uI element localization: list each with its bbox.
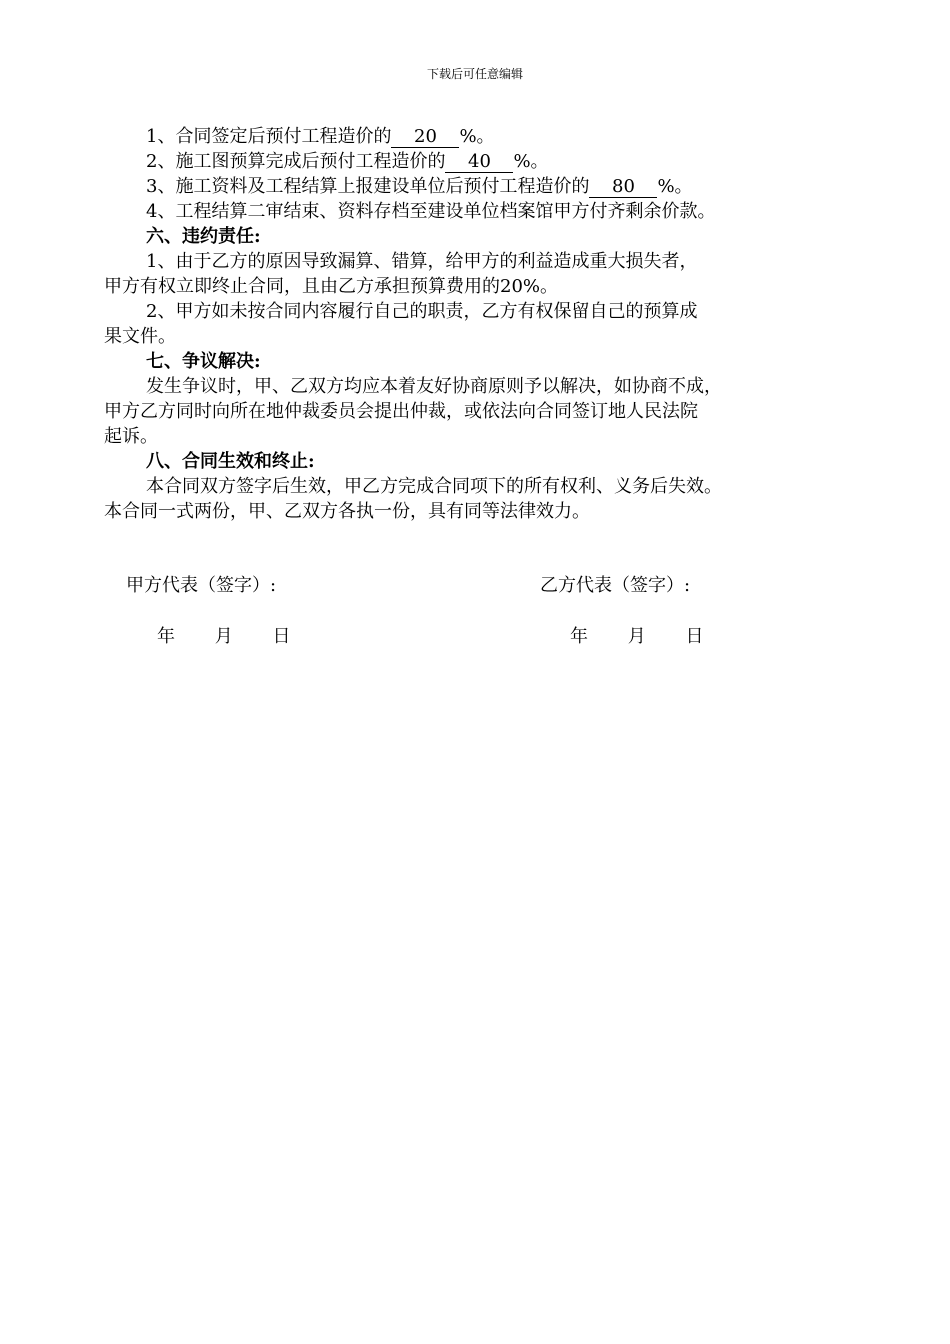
payment-item-1: 1、合同签定后预付工程造价的 20 %。 [146, 126, 495, 147]
payment-item-3: 3、施工资料及工程结算上报建设单位后预付工程造价的 80 %。 [146, 176, 693, 197]
month-label: 月 [627, 626, 646, 647]
section-8-line2: 本合同一式两份，甲、乙双方各执一份，具有同等法律效力。 [104, 501, 590, 522]
contract-body [104, 124, 864, 524]
section-6-p1-line2: 甲方有权立即终止合同，且由乙方承担预算费用的20%。 [104, 276, 559, 297]
section-7-line1: 发生争议时，甲、乙双方均应本着友好协商原则予以解决，如协商不成， [146, 376, 722, 397]
section-6-heading: 六、违约责任: [146, 226, 261, 247]
section-6-p2-line1: 2、甲方如未按合同内容履行自己的职责，乙方有权保留自己的预算成 [146, 301, 698, 322]
year-label: 年 [157, 626, 175, 647]
section-8-line1: 本合同双方签字后生效，甲乙方完成合同项下的所有权利、义务后失效。 [146, 476, 722, 497]
section-6-p1-line1: 1、由于乙方的原因导致漏算、错算，给甲方的利益造成重大损失者， [146, 251, 698, 272]
payment-value-2: 40 [445, 152, 513, 173]
section-7-line2: 甲方乙方同时向所在地仲裁委员会提出仲裁，或依法向合同签订地人民法院 [104, 401, 698, 422]
day-label: 日 [685, 626, 704, 647]
party-b-date [570, 624, 703, 649]
year-label: 年 [570, 626, 588, 647]
section-7-heading: 七、争议解决: [146, 351, 261, 372]
payment-item-2: 2、施工图预算完成后预付工程造价的 40 %。 [146, 151, 549, 172]
month-label: 月 [214, 626, 233, 647]
payment-value-1: 20 [391, 127, 459, 148]
section-8-heading: 八、合同生效和终止: [146, 451, 315, 472]
payment-item-4: 4、工程结算二审结束、资料存档至建设单位档案馆甲方付齐剩余价款。 [146, 201, 716, 222]
section-7-line3: 起诉。 [104, 426, 158, 447]
page-header: 下载后可任意编辑 [426, 67, 523, 81]
section-6-p2-line2: 果文件。 [104, 326, 176, 347]
payment-value-3: 80 [589, 177, 657, 198]
party-a-date [157, 624, 290, 649]
party-a-signature-label: 甲方代表（签字）: [126, 575, 277, 596]
party-b-signature-label: 乙方代表（签字）: [540, 575, 691, 596]
day-label: 日 [272, 626, 291, 647]
